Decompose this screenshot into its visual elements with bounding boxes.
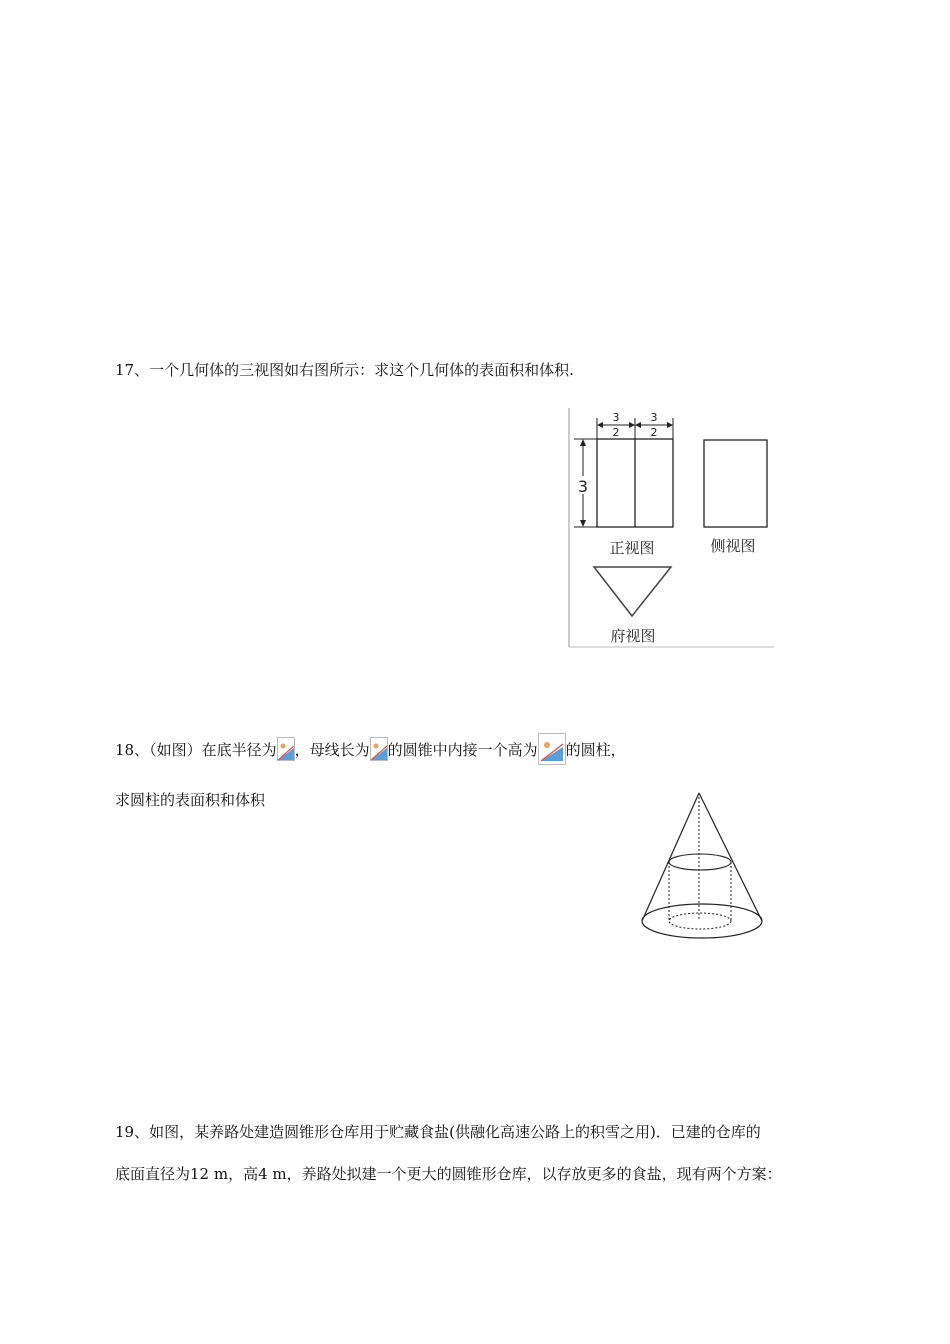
q18-text-part1: 18、（如图）在底半径为 [115,741,277,759]
front-view-label: 正视图 [609,539,655,557]
q18-text-part2: ，母线长为 [294,741,370,759]
dim-top-right-den: 2 [650,426,658,439]
q18-text-part4: 的圆柱， [565,741,626,759]
dim-top-left-num: 3 [612,411,620,424]
broken-image-icon [370,737,388,761]
broken-image-icon [277,737,295,761]
q19-line1: 19、如图，某养路处建造圆锥形仓库用于贮藏食盐(供融化高速公路上的积雪之用)．已建的仓库的 [115,1123,761,1141]
top-view [594,567,671,645]
front-view [574,411,673,557]
broken-image-icon [538,733,566,765]
three-view-figure [566,408,778,654]
q17-text: 17、一个几何体的三视图如右图所示：求这个几何体的表面积和体积. [115,361,574,379]
q18-line2: 求圆柱的表面积和体积 [115,791,266,809]
side-view [704,440,767,555]
q19-line2: 底面直径为12 m，高4 m，养路处拟建一个更大的圆锥形仓库，以存放更多的食盐，现有两个方案： [115,1165,782,1183]
q18-text-part3: 的圆锥中内接一个高为 [387,741,538,759]
side-view-label: 侧视图 [710,537,756,555]
cone-cylinder-figure [638,789,768,949]
dim-height: 3 [577,477,589,496]
dim-top-left-den: 2 [612,426,620,439]
dim-top-right-num: 3 [650,411,658,424]
q18-line1 [115,733,626,765]
top-view-label: 府视图 [610,627,656,645]
